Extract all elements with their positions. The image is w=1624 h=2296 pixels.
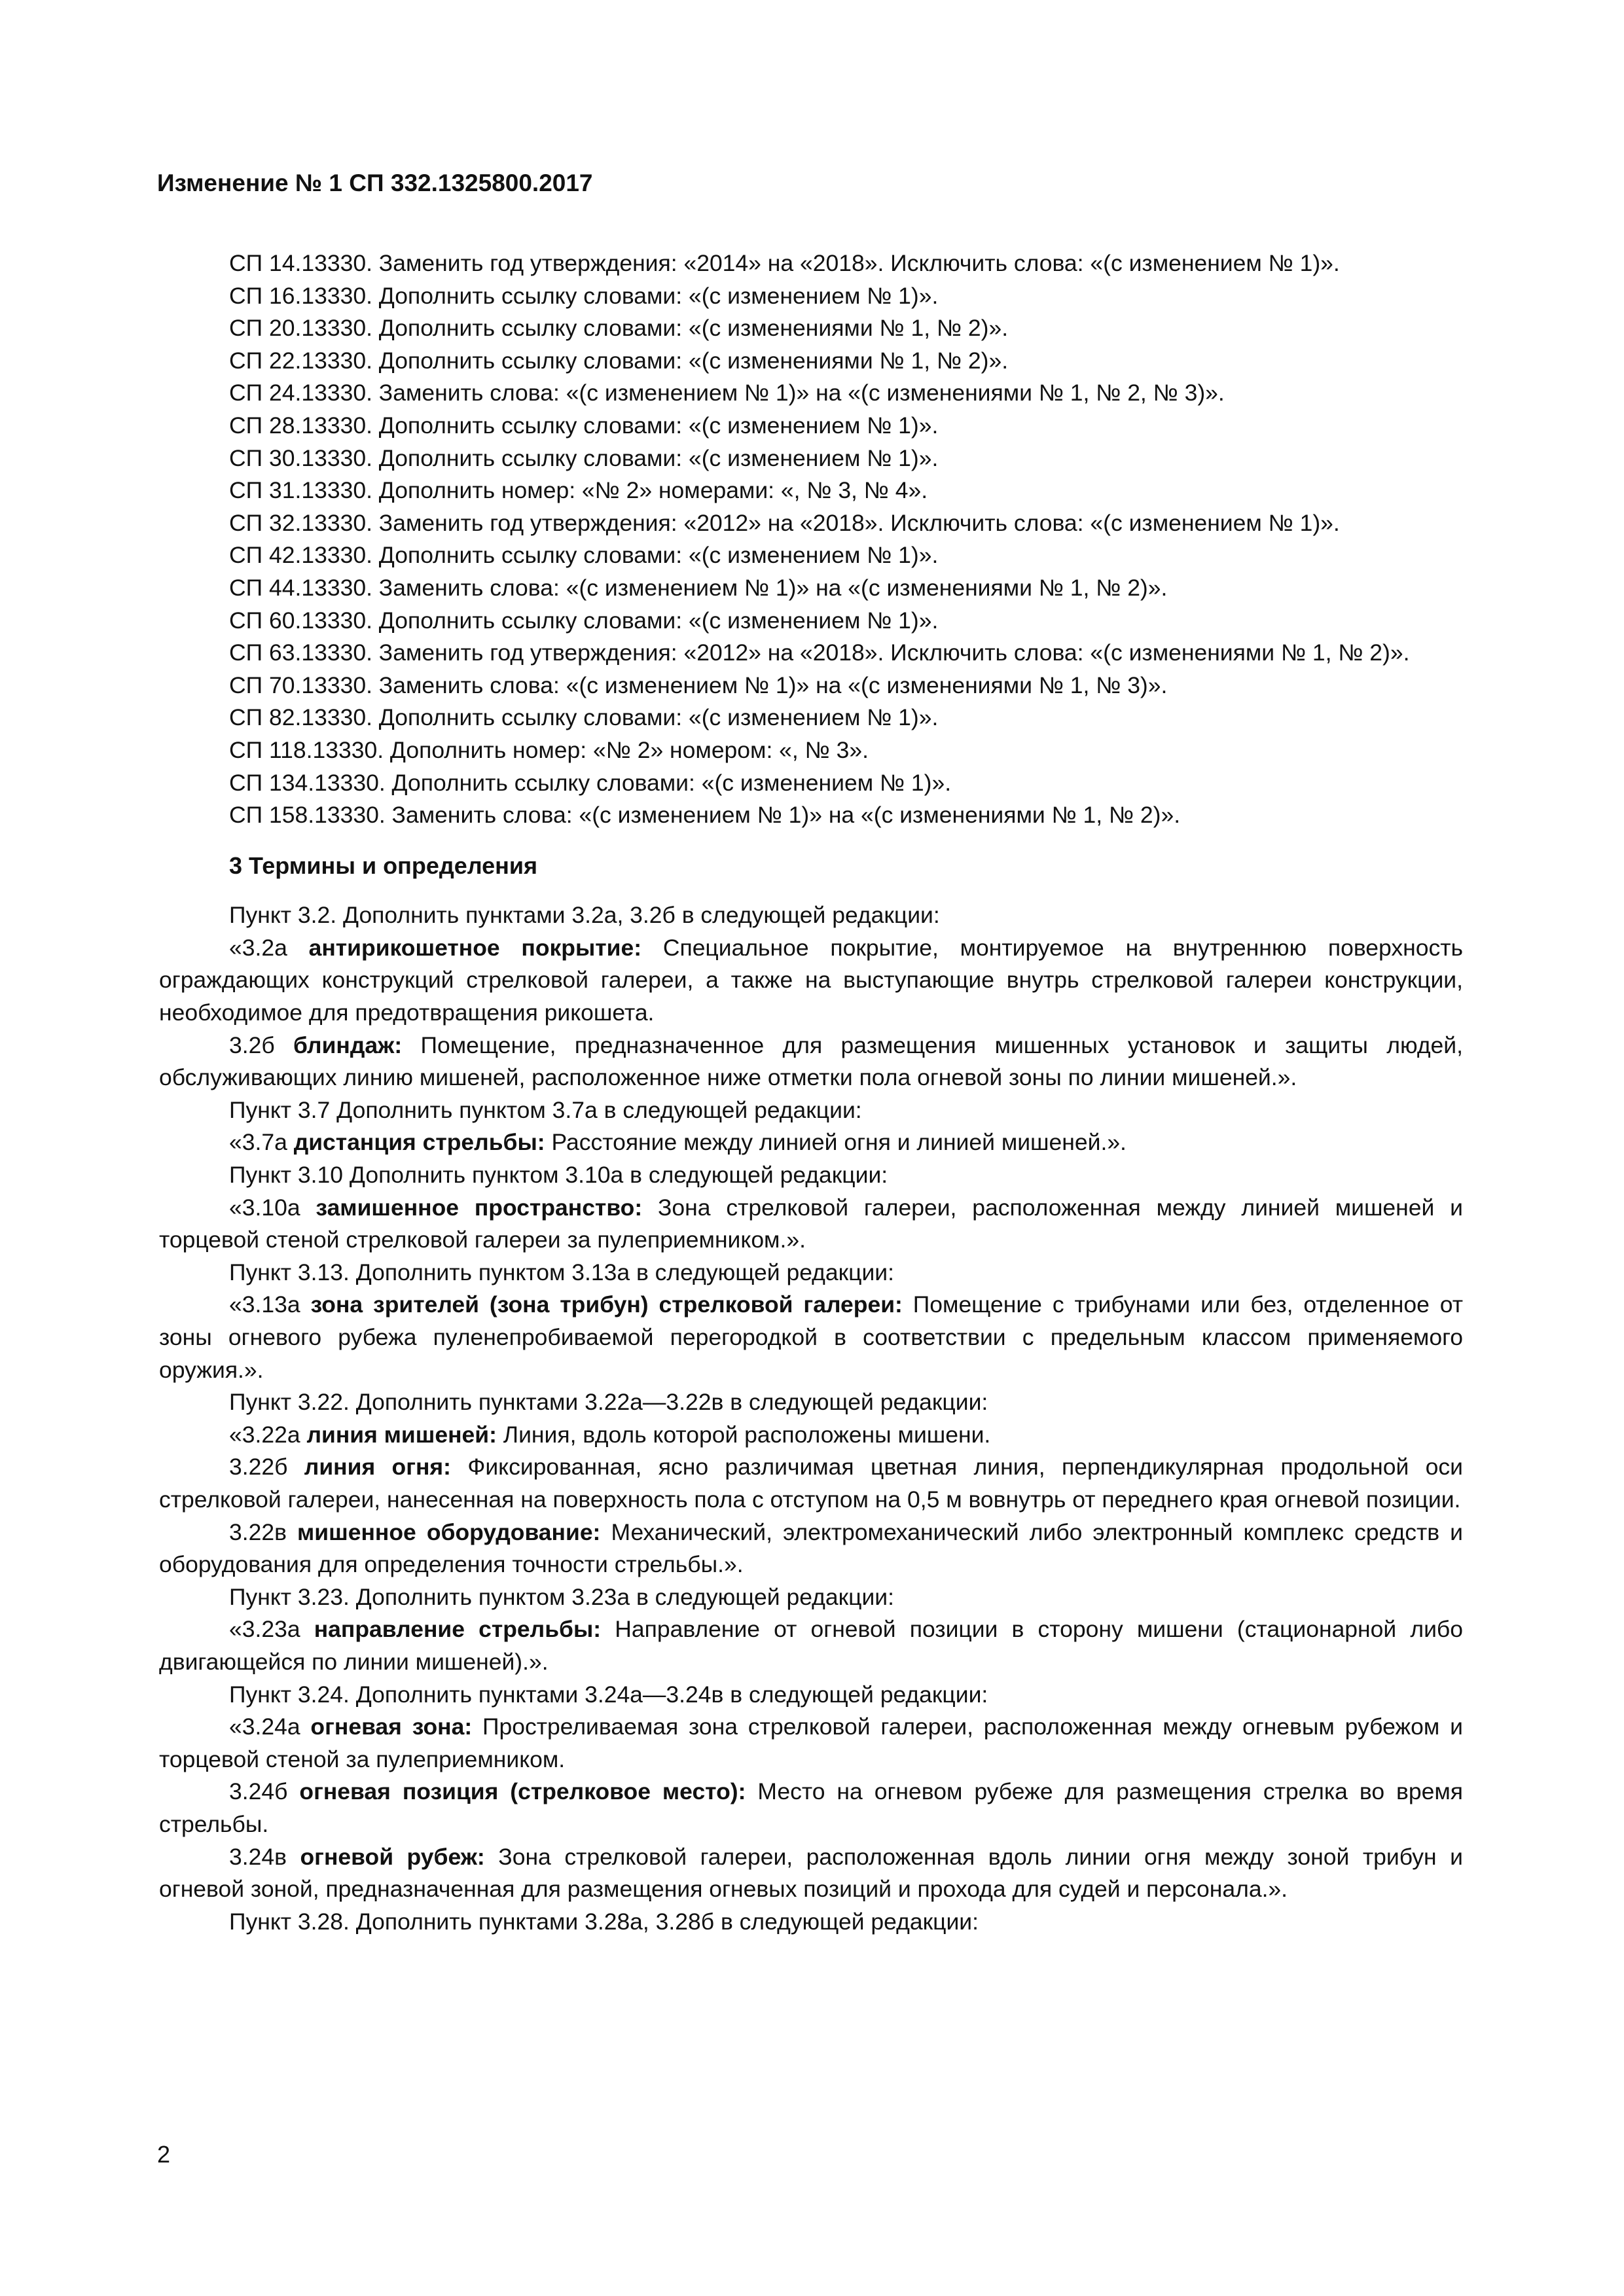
term-text: Помещение, предназначенное для размещения мишенных установок и защиты людей, обслуживающих линию мишеней, расположенное ниже отметки пола огневой зоны по линии мишеней.».	[159, 1031, 1463, 1091]
reference-item: СП 60.13330. Дополнить ссылку словами: «(с изменением № 1)».	[229, 607, 939, 634]
reference-item: СП 63.13330. Заменить год утверждения: «2012» на «2018». Исключить слова: «(с изменениями № 1, № 2)».	[229, 639, 1410, 666]
term-number: 3.2б	[229, 1031, 294, 1058]
term-name: линия огня:	[304, 1454, 451, 1480]
term-number: «3.10а	[229, 1194, 316, 1221]
references-list	[159, 247, 1463, 832]
term-definition	[159, 1451, 1463, 1516]
reference-item: СП 14.13330. Заменить год утверждения: «2014» на «2018». Исключить слова: «(с изменением № 1)».	[229, 250, 1340, 276]
amendment-instruction	[159, 1386, 1463, 1419]
term-number: 3.22в	[229, 1518, 298, 1545]
reference-item: СП 82.13330. Дополнить ссылку словами: «(с изменением № 1)».	[229, 704, 939, 731]
term-name: огневая позиция (стрелковое место):	[299, 1778, 746, 1805]
term-name: огневой рубеж:	[300, 1843, 485, 1870]
reference-item: СП 22.13330. Дополнить ссылку словами: «(с изменениями № 1, № 2)».	[229, 347, 1009, 374]
section-heading: 3 Термины и определения	[229, 852, 538, 879]
term-definition	[159, 1030, 1463, 1094]
paragraph-text: Пункт 3.13. Дополнить пунктом 3.13а в следующей редакции:	[229, 1259, 894, 1285]
paragraph-text: Пункт 3.10 Дополнить пунктом 3.10а в следующей редакции:	[229, 1162, 888, 1189]
reference-item: СП 134.13330. Дополнить ссылку словами: «(с изменением № 1)».	[229, 769, 952, 796]
term-number: «3.2а	[229, 934, 309, 961]
term-name: мишенное оборудование:	[297, 1518, 601, 1545]
term-text: Помещение с трибунами или без, отделенное от зоны огневого рубежа пуленепробиваемой перегородкой в соответствии с предельным классом применяемого оружия.».	[159, 1291, 1463, 1383]
term-name: линия мишеней:	[306, 1421, 497, 1448]
amendment-instruction	[159, 1094, 1463, 1127]
term-definition	[159, 1289, 1463, 1386]
reference-item: СП 16.13330. Дополнить ссылку словами: «(с изменением № 1)».	[229, 282, 939, 309]
paragraph-text: Пункт 3.23. Дополнить пунктом 3.23а в следующей редакции:	[229, 1583, 894, 1610]
term-number: «3.23а	[229, 1616, 314, 1643]
term-text: Зона стрелковой галереи, расположенная вдоль линии огня между зоной трибун и огневой зоной, предназначенная для размещения огневых позиций и прохода для судей и персонала.».	[159, 1843, 1463, 1903]
terms-section	[159, 899, 1463, 1938]
reference-item: СП 32.13330. Заменить год утверждения: «2012» на «2018». Исключить слова: «(с изменением № 1)».	[229, 509, 1340, 536]
term-name: огневая зона:	[310, 1713, 473, 1740]
term-text: Направление от огневой позиции в сторону мишени (стационарной либо двигающейся по линии мишеней).».	[159, 1616, 1463, 1675]
term-definition	[159, 932, 1463, 1030]
term-number: «3.22а	[229, 1421, 307, 1448]
term-definition	[159, 1711, 1463, 1776]
term-name: зона зрителей (зона трибун) стрелковой галереи:	[310, 1291, 903, 1318]
term-text: Фиксированная, ясно различимая цветная линия, перпендикулярная продольной оси стрелковой галереи, нанесенная на поверхность пола с отступом на 0,5 м вовнутрь от переднего края огневой позиции.	[159, 1454, 1464, 1513]
reference-item: СП 31.13330. Дополнить номер: «№ 2» номерами: «, № 3, № 4».	[229, 477, 928, 504]
term-number: «3.24а	[229, 1713, 311, 1740]
term-definition	[159, 1192, 1463, 1257]
reference-item: СП 24.13330. Заменить слова: «(с изменением № 1)» на «(с изменениями № 1, № 2, № 3)».	[229, 380, 1225, 406]
paragraph-text: Пункт 3.28. Дополнить пунктами 3.28а, 3.28б в следующей редакции:	[229, 1908, 979, 1935]
amendment-instruction	[159, 1581, 1463, 1614]
term-definition	[159, 1516, 1463, 1581]
term-text: Место на огневом рубеже для размещения стрелка во время стрельбы.	[159, 1778, 1463, 1837]
term-name: направление стрельбы:	[314, 1616, 602, 1643]
reference-item: СП 28.13330. Дополнить ссылку словами: «(с изменением № 1)».	[229, 412, 939, 439]
reference-item: СП 42.13330. Дополнить ссылку словами: «(с изменением № 1)».	[229, 542, 939, 569]
amendment-instruction	[159, 1159, 1463, 1192]
document-header: Изменение № 1 СП 332.1325800.2017	[157, 170, 593, 196]
term-text: Зона стрелковой галереи, расположенная между линией мишеней и торцевой стеной стрелковой галереи за пулеприемником.».	[159, 1194, 1463, 1253]
term-number: «3.7а	[229, 1129, 294, 1156]
term-definition	[159, 1841, 1463, 1906]
reference-item: СП 20.13330. Дополнить ссылку словами: «(с изменениями № 1, № 2)».	[229, 315, 1009, 342]
paragraph-text: Пункт 3.24. Дополнить пунктами 3.24а—3.24в в следующей редакции:	[229, 1681, 988, 1708]
term-definition	[159, 1419, 1463, 1452]
term-number: 3.24б	[229, 1778, 300, 1805]
term-number: 3.22б	[229, 1454, 304, 1480]
term-definition	[159, 1126, 1463, 1159]
term-definition	[159, 1776, 1463, 1840]
paragraph-text: Пункт 3.22. Дополнить пунктами 3.22а—3.22в в следующей редакции:	[229, 1389, 988, 1416]
term-number: «3.13а	[229, 1291, 311, 1318]
term-text: Механический, электромеханический либо электронный комплекс средств и оборудования для определения точности стрельбы.».	[159, 1518, 1463, 1578]
page-number: 2	[157, 2141, 171, 2168]
term-text: Простреливаемая зона стрелковой галереи, расположенная между огневым рубежом и торцевой стеной за пулеприемником.	[159, 1713, 1463, 1772]
term-text: Линия, вдоль которой расположены мишени.	[496, 1421, 991, 1448]
term-definition	[159, 1613, 1463, 1678]
reference-item: СП 118.13330. Дополнить номер: «№ 2» номером: «, № 3».	[229, 736, 869, 763]
reference-item: СП 30.13330. Дополнить ссылку словами: «(с изменением № 1)».	[229, 444, 939, 471]
paragraph-text: Пункт 3.2. Дополнить пунктами 3.2а, 3.2б в следующей редакции:	[229, 902, 940, 929]
term-text: Расстояние между линией огня и линией мишеней.».	[545, 1129, 1127, 1156]
term-number: 3.24в	[229, 1843, 300, 1870]
amendment-instruction	[159, 899, 1463, 932]
amendment-instruction	[159, 1679, 1463, 1712]
paragraph-text: Пункт 3.7 Дополнить пунктом 3.7а в следующей редакции:	[229, 1096, 862, 1123]
amendment-instruction	[159, 1906, 1463, 1939]
term-name: блиндаж:	[293, 1031, 403, 1058]
reference-item: СП 70.13330. Заменить слова: «(с изменением № 1)» на «(с изменениями № 1, № 3)».	[229, 672, 1168, 698]
reference-item: СП 44.13330. Заменить слова: «(с изменением № 1)» на «(с изменениями № 1, № 2)».	[229, 574, 1168, 601]
document-body	[159, 247, 1463, 1938]
term-name: дистанция стрельбы:	[293, 1129, 545, 1156]
term-text: Специальное покрытие, монтируемое на внутреннюю поверхность ограждающих конструкций стрелковой галереи, а также на выступающие внутрь стрелковой галереи конструкции, необходимое для предотвращения рикошета.	[159, 934, 1463, 1026]
term-name: замишенное пространство:	[316, 1194, 643, 1221]
reference-item: СП 158.13330. Заменить слова: «(с изменением № 1)» на «(с изменениями № 1, № 2)».	[229, 802, 1181, 829]
term-name: антирикошетное покрытие:	[308, 934, 642, 961]
amendment-instruction	[159, 1257, 1463, 1289]
